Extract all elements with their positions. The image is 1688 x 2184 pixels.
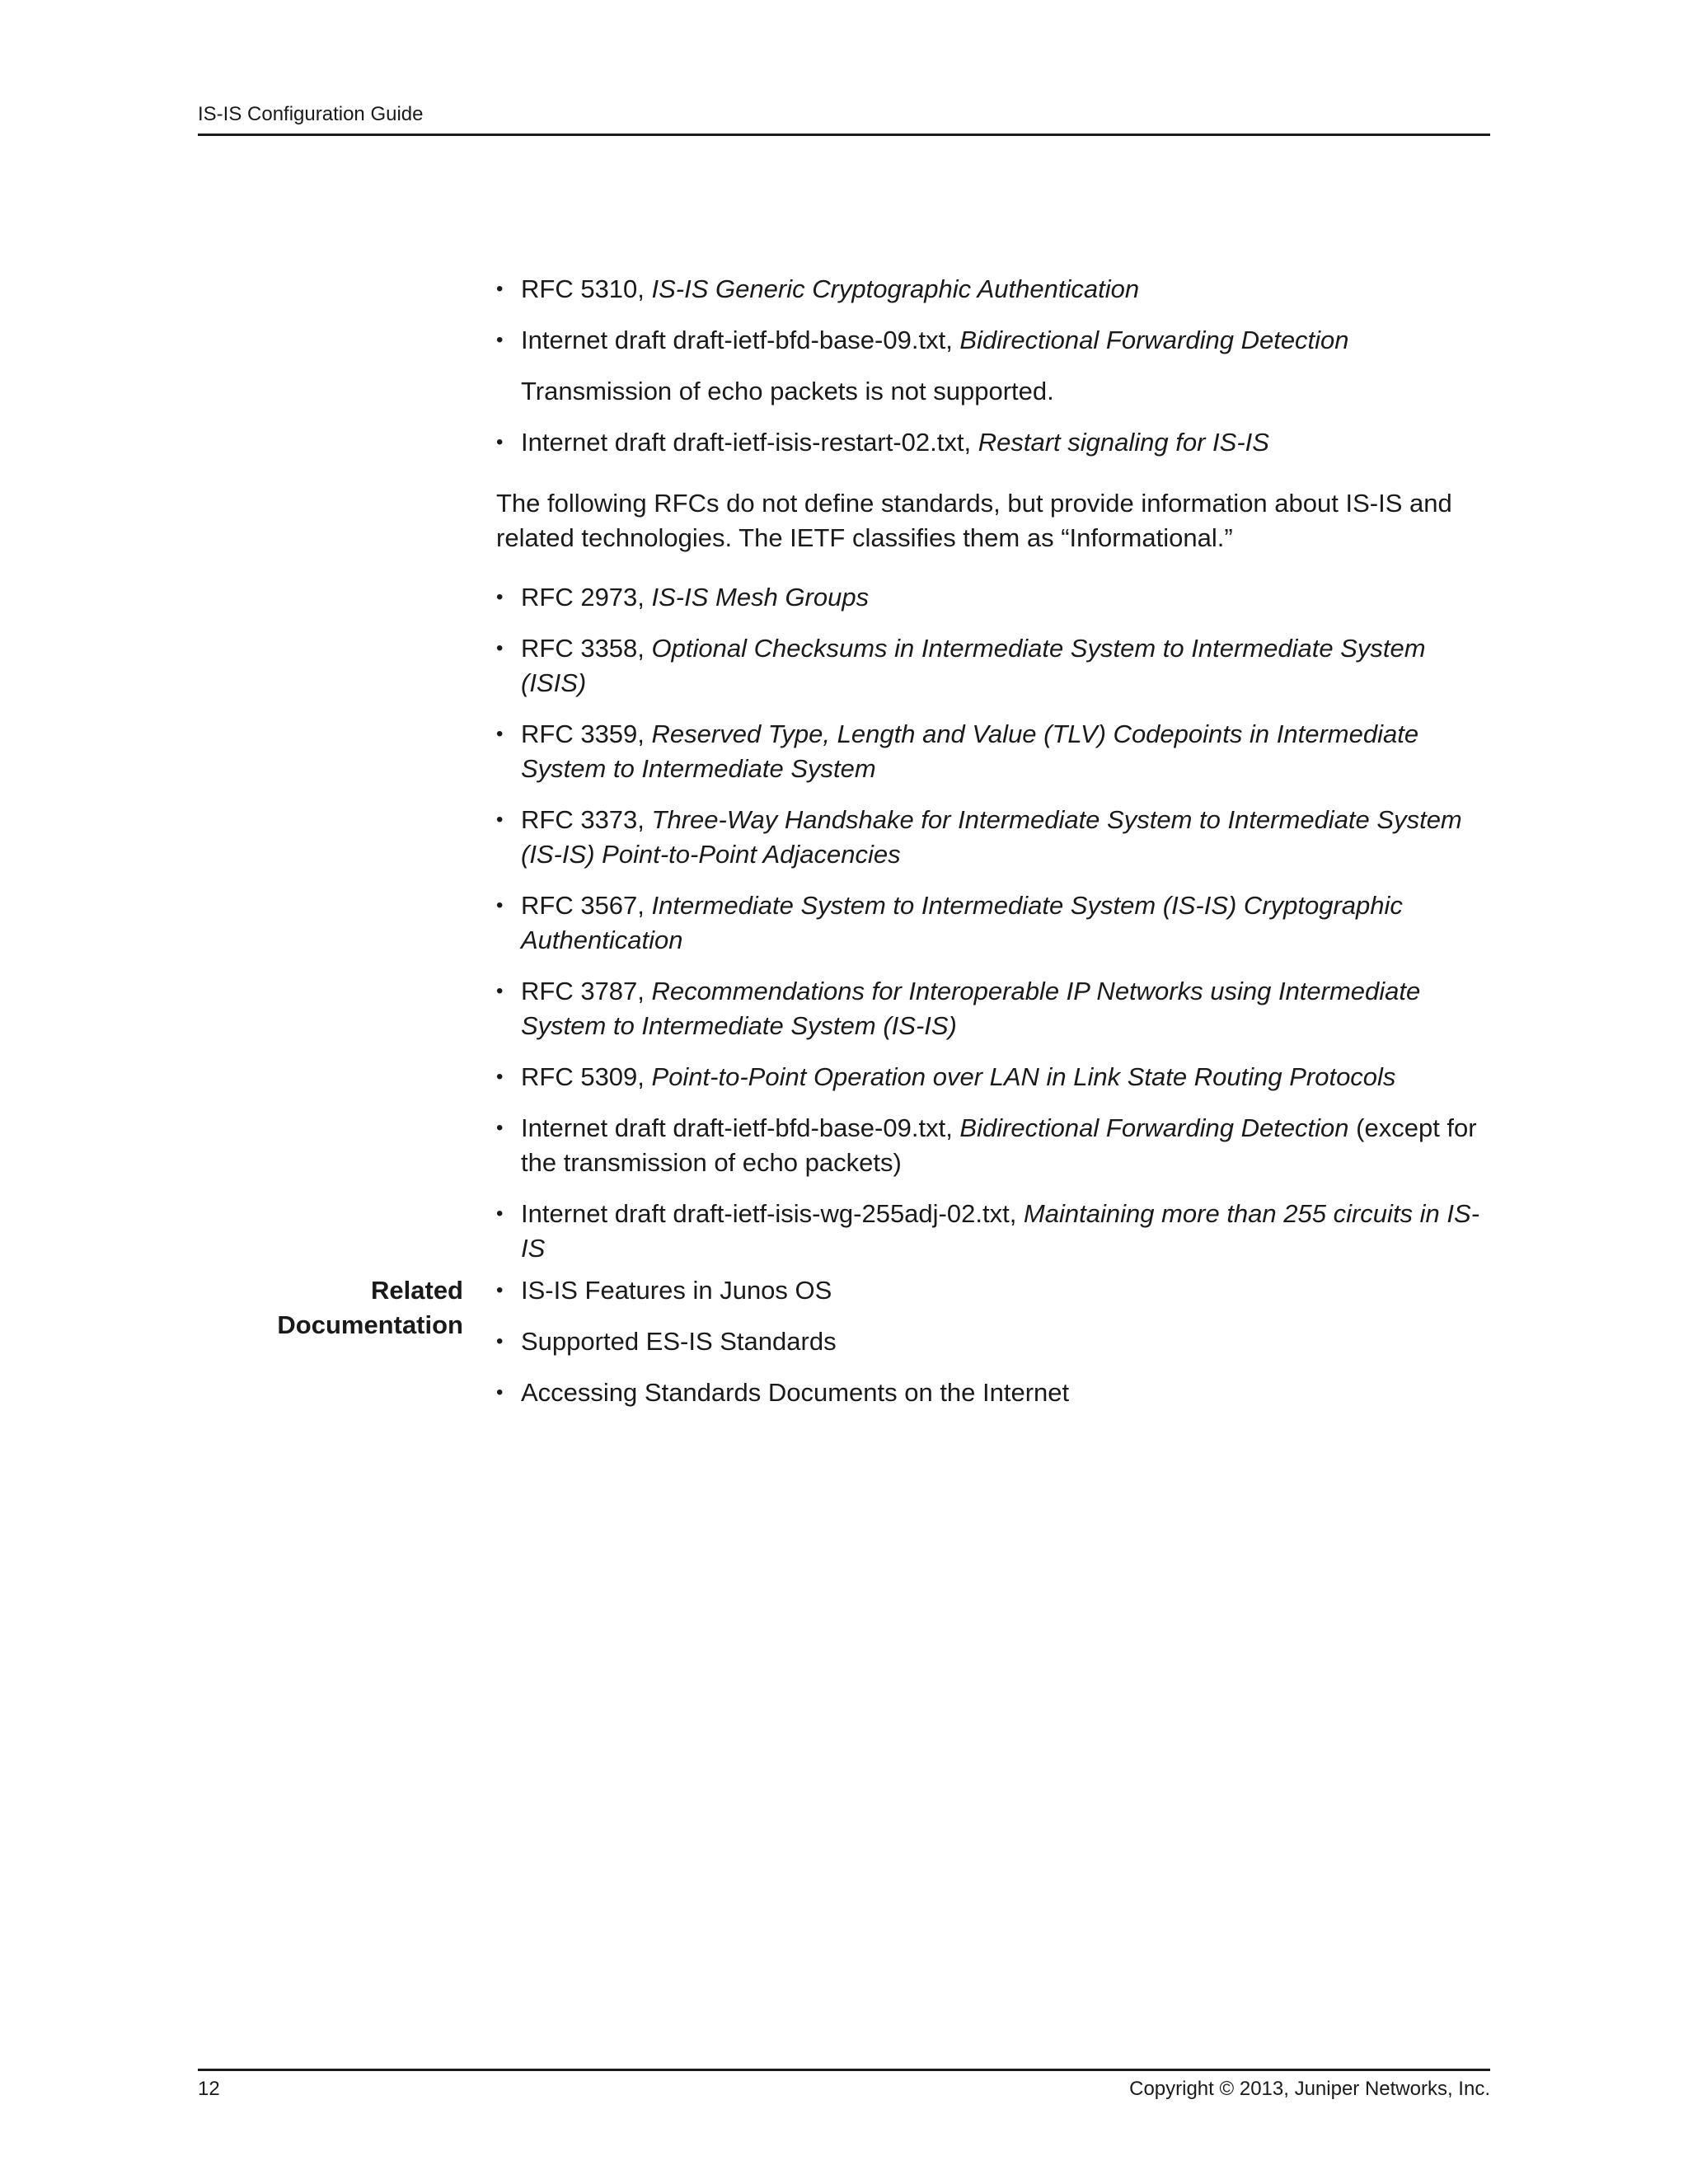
related-label-line-2: Documentation [277,1310,463,1339]
related-link-es-is-standards[interactable]: • Supported ES-IS Standards [496,1324,1485,1359]
page-number: 12 [198,2078,220,2100]
bullet-icon: • [496,637,504,659]
list-item: • Internet draft draft-ietf-isis-restart-02.txt, Restart signaling for IS-IS [496,425,1493,460]
bullet-icon: • [496,329,504,351]
related-link-isis-features[interactable]: • IS-IS Features in Junos OS [496,1273,1485,1308]
bullet-icon: • [496,980,504,1002]
copyright-notice: Copyright © 2013, Juniper Networks, Inc. [1129,2078,1490,2100]
footer-rule [198,2069,1490,2071]
bullet-icon: • [496,278,504,300]
list-item: • RFC 2973, IS-IS Mesh Groups [496,580,1493,615]
related-documentation-heading [198,1273,463,1343]
list-item: • RFC 3567, Intermediate System to Intermediate System (IS-IS) Cryptographic Authentication [496,888,1493,958]
bullet-icon: • [496,1279,504,1301]
list-item: • RFC 5310, IS-IS Generic Cryptographic Authentication [496,272,1493,307]
standards-list-1b [496,425,1493,460]
list-item: • RFC 5309, Point-to-Point Operation over LAN in Link State Routing Protocols [496,1060,1493,1094]
bullet-icon: • [496,1330,504,1352]
bullet-icon: • [496,431,504,453]
list-item: • RFC 3373, Three-Way Handshake for Intermediate System to Intermediate System (IS-IS) Point-to-Point Adjacencies [496,803,1493,872]
bullet-icon: • [496,1381,504,1404]
bullet-icon: • [496,1202,504,1225]
informational-paragraph: The following RFCs do not define standards, but provide information about IS-IS and related technologies. The IETF classifies them as “Informational.” [496,489,1452,552]
list-item: • Internet draft draft-ietf-bfd-base-09.txt, Bidirectional Forwarding Detection [496,323,1493,358]
list-item: • Internet draft draft-ietf-isis-wg-255adj-02.txt, Maintaining more than 255 circuits in IS-IS [496,1197,1493,1266]
related-label-line-1: Related [371,1276,463,1305]
bullet-icon: • [496,894,504,916]
main-content [496,272,1493,1282]
bullet-icon: • [496,723,504,745]
standards-list-1 [496,272,1493,358]
related-link-standards-documents[interactable]: • Accessing Standards Documents on the Internet [496,1376,1485,1410]
bullet-icon: • [496,1066,504,1088]
informational-rfc-list [496,580,1493,1266]
bullet-icon: • [496,1117,504,1139]
bullet-icon: • [496,808,504,831]
list-item: • RFC 3358, Optional Checksums in Intermediate System to Intermediate System (ISIS) [496,631,1493,701]
list-item: • Internet draft draft-ietf-bfd-base-09.txt, Bidirectional Forwarding Detection (except for the transmission of echo packets) [496,1111,1493,1180]
bullet-icon: • [496,586,504,608]
list-item: • RFC 3359, Reserved Type, Length and Value (TLV) Codepoints in Intermediate System to Intermediate System [496,717,1493,786]
list-item: • RFC 3787, Recommendations for Interoperable IP Networks using Intermediate System to Intermediate System (IS-IS) [496,974,1493,1043]
running-header-title: IS-IS Configuration Guide [198,103,424,125]
related-documentation-list [496,1273,1485,1427]
header-rule [198,134,1490,136]
echo-packets-note: Transmission of echo packets is not supported. [521,377,1054,405]
